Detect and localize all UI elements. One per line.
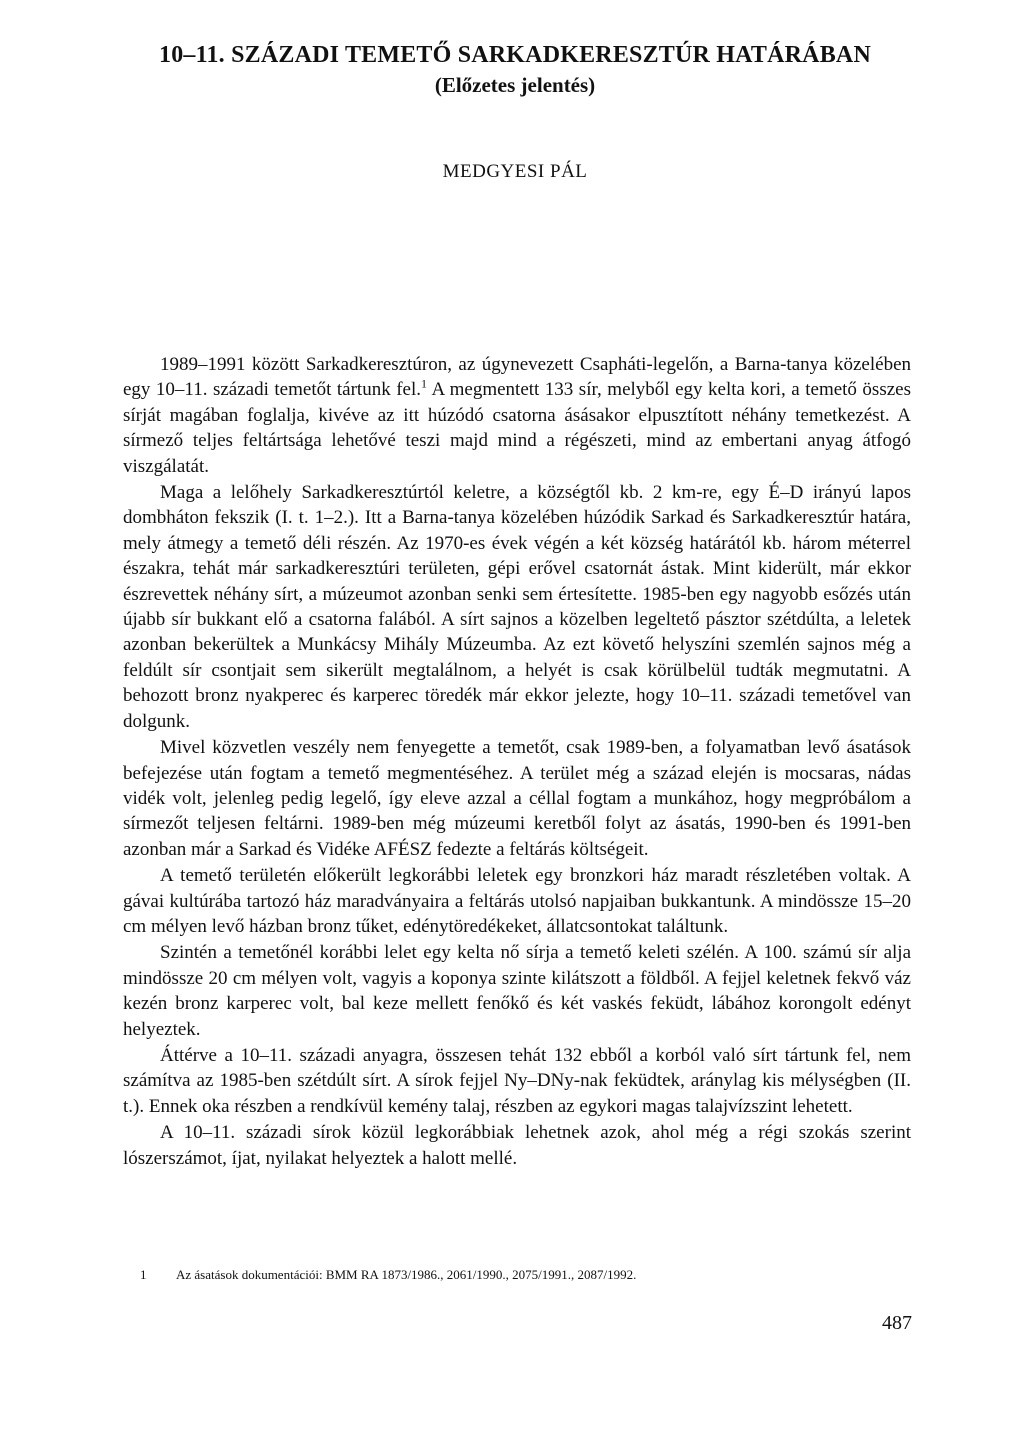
- paragraph-2: Maga a lelőhely Sarkadkeresztúrtól keletre, a községtől kb. 2 km-re, egy É–D irányú lapos dombháton fekszik (I. t. 1–2.). Itt a Barna-tanya közelében húzódik Sarkad és Sarkadkeresztúr határa, mely átmegy a temető déli részén. Az 1970-es évek végén a két község határától kb. három méterrel északra, tehát már sarkadkeresztúri területen, gépi erővel csatornát ástak. Mint kiderült, már ekkor észrevettek néhány sírt, a múzeumot azonban senki sem értesítette. 1985-ben egy nagyobb esőzés után újabb sír bukkant elő a csatorna falából. A sírt sajnos a közelben legeltető pásztor szétdúlta, a leletek azonban bekerültek a Munkácsy Mihály Múzeumba. Az ezt követő helyszíni szemlén sajnos még a feldúlt sír csontjait sem sikerült megtalálnom, a helyét is csak körülbelül tudták megmutatni. A behozott bronz nyakperec és karperec töredék már ekkor jelezte, hogy 10–11. századi temetővel van dolgunk.: [123, 482, 911, 732]
- paragraph-4: A temető területén előkerült legkorábbi leletek egy bronzkori ház maradt részletében voltak. A gávai kultúrába tartozó ház maradványaira a feltárás utolsó napjaiban bukkantunk. A mindössze 15–20 cm mélyen levő házban bronz tűket, edénytöredékeket, állatcsontokat találtunk.: [123, 865, 911, 937]
- paragraph-5: Szintén a temetőnél korábbi lelet egy kelta nő sírja a temető keleti szélén. A 100. számú sír alja mindössze 20 cm mélyen volt, vagyis a koponya szinte kilátszott a földből. A fejjel keletnek fekvő váz kezén bronz karperec volt, bal keze mellett fenőkő és két vaskés feküdt, lábához korongolt edényt helyeztek.: [123, 942, 911, 1040]
- footnote: [140, 1267, 900, 1283]
- footnote-reference[interactable]: 1: [420, 377, 427, 392]
- footnote-text: Az ásatások dokumentációi: BMM RA 1873/1986., 2061/1990., 2075/1991., 2087/1992.: [176, 1267, 637, 1282]
- paragraph-7: A 10–11. századi sírok közül legkorábbiak lehetnek azok, ahol még a régi szokás szerint lószerszámot, íjat, nyilakat helyeztek a halott mellé.: [123, 1122, 911, 1169]
- article-title: 10–11. SZÁZADI TEMETŐ SARKADKERESZTÚR HATÁRÁBAN: [159, 42, 871, 68]
- page-number: 487: [882, 1312, 912, 1334]
- paragraph-1-text-a: 1989–1991 között Sarkadkeresztúron, az úgynevezett Csapháti-legelőn, a Barna-tanya közelében egy 10–11. századi temetőt tártunk fel.: [123, 354, 911, 401]
- paragraph-1-text-b: A megmentett 133 sír, melyből egy kelta kori, a temető összes sírját magában foglalja, kivéve az itt húzódó csatorna ásásakor elpusztított néhány temetkezést. A sírmező teljes feltártsága lehetővé teszi majd mind a régészeti, mind az embertani anyag átfogó viszgálatát.: [123, 379, 911, 477]
- paragraph-1: [123, 352, 911, 479]
- paragraph-6: Áttérve a 10–11. századi anyagra, összesen tehát 132 ebből a korból való sírt tártunk fel, nem számítva az 1985-ben szétdúlt sírt. A sírok fejjel Ny–DNy-nak feküdtek, aránylag kis mélységben (II. t.). Ennek oka részben a rendkívül kemény talaj, részben az egykori magas talajvízszint lehetett.: [123, 1044, 911, 1117]
- article-subtitle: (Előzetes jelentés): [434, 73, 596, 97]
- paragraph-3: Mivel közvetlen veszély nem fenyegette a temetőt, csak 1989-ben, a folyamatban levő ásatások befejezése után fogtam a temető megmentéséhez. A terület még a század elején is mocsaras, nádas vidék volt, jelenleg pedig legelő, így eleve azzal a céllal fogtam a munkához, hogy megpróbálom a sírmezőt teljesen feltárni. 1989-ben még múzeumi keretből folyt az ásatás, 1990-ben és 1991-ben azonban már a Sarkad és Vidéke AFÉSZ fedezte a feltárás költségeit.: [123, 737, 911, 860]
- article-body: [123, 352, 911, 1172]
- footnote-number: 1: [140, 1267, 147, 1282]
- article-author: MEDGYESI PÁL: [442, 161, 588, 182]
